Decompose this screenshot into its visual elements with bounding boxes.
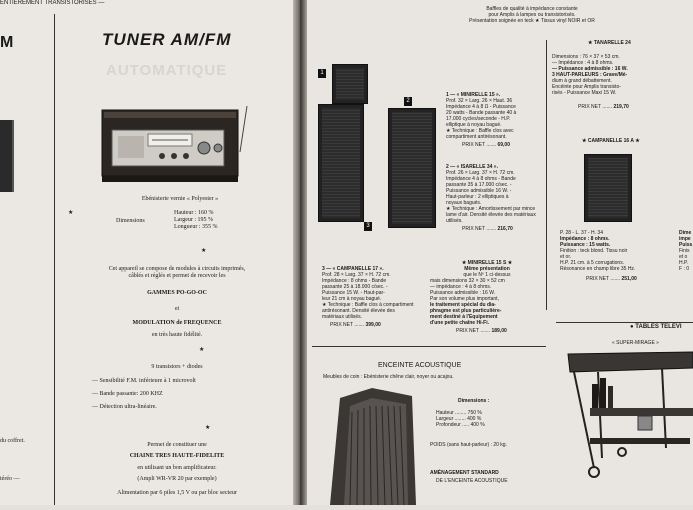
intro-line-2: câblés et réglés et permet de recevoir les xyxy=(128,273,226,279)
fidelity-text: en très haute fidélité. xyxy=(151,332,203,338)
speaker-minirelle-image xyxy=(332,64,368,104)
campanelle-17-tech: ★ Technique : Baffle clos à compartiment antirésonant. Densité élevée des matériaux utilisés. xyxy=(322,302,414,320)
intro-paragraph xyxy=(62,266,292,280)
tanarelle-line: Encéinte pour Amplis transisto- xyxy=(552,84,621,90)
enceinte-width: Largeur ........ 400 % xyxy=(436,416,482,422)
minirelle-15s-line: Puissance admissible : 16 W. xyxy=(430,290,496,296)
isarelle-34-line: noyaux bagués. xyxy=(446,200,482,206)
minirelle-15s-line: ment destiné à l'Equipement xyxy=(430,314,498,320)
isarelle-34-line: Impédance 4 à 8 ohms - Bande xyxy=(446,176,516,182)
utilisant-text: en utilisant un bon amplificateur. xyxy=(137,465,217,471)
minirelle-15-line: Impédance 4 à 8 Ω - Puissance xyxy=(446,104,516,110)
minirelle-15-line: 17.000 cycles/seconde - H.P. xyxy=(446,116,511,122)
minirelle-15-line: 20 watts - Bande passante 40 à xyxy=(446,110,517,116)
speaker-campanelle-image xyxy=(318,104,364,222)
isarelle-34-tech: ★ Technique : Amortissement par mince lame d'air. Densité élevée des matériaux utilisés. xyxy=(446,206,536,224)
minirelle-15-block: 1 — « MINIRELLE 15 ». Prof. 32 × Larg. 26 × Haut. 36 Impédance 4 à 8 Ω - Puissance 20 watts - Bande passante 40 à 17.000 cycles/seconde - H.P. elliptique à noyau bagué. ★ Technique : Baffle clos avec compartiment antirésonant. PRIX NET ....... 69,00 xyxy=(446,92,542,148)
minirelle-15s-line: le traitement spécial du dia- xyxy=(430,302,496,308)
edge-right-line: Puiss xyxy=(679,242,693,248)
marker-1: 1 xyxy=(318,69,326,78)
campanelle-16-line: et or. xyxy=(560,254,572,260)
dimensions-label: Dimensions xyxy=(116,218,145,224)
marker-3: 3 xyxy=(364,222,372,231)
chaine-text: CHAINE TRES HAUTE-FIDELITE xyxy=(129,453,225,459)
gammes-text: GAMMES PO-GO-OC xyxy=(147,290,207,296)
minirelle-15-line: elliptique à noyau bagué. xyxy=(446,122,502,128)
cabinet-text: Ebénisterie vernie « Polyester » xyxy=(141,196,219,202)
edge-right-line: impe xyxy=(679,236,691,242)
transistors-text: 9 transistors + diodes xyxy=(151,364,203,370)
campanelle-16-line: Impédance : 8 ohms. xyxy=(560,236,610,242)
minirelle-15-price: 69,00 xyxy=(497,142,510,148)
amenagement-title: AMÉNAGEMENT STANDARD xyxy=(430,470,499,476)
campanelle-17-line: Puissance 15 W. - Haut-par- xyxy=(322,290,385,296)
tanarelle-line: — Puissance admissible : 16 W. xyxy=(552,66,628,72)
edge-right-line: F : 0 xyxy=(679,266,690,272)
isarelle-34-price: 216,70 xyxy=(497,226,513,232)
isarelle-34-block: 2 — « ISARELLE 34 ». Prof. 26 × Larg. 37 × H. 72 cm. Impédance 4 à 8 ohms - Bande passante 35 à 17.000 c/sec. - Puissance admissible 16 W. - Haut-parleur : 2 elliptiques à noyaux bagués. ★ Technique : Amortissement par mince lame d'air. Densité élevée des matériaux utilisés. PRIX NET ....... 216,70 xyxy=(446,164,542,232)
campanelle-17-line: leur 21 cm à noyau bagué. xyxy=(322,296,382,302)
isarelle-34-line: Haut-parleur : 2 elliptiques à xyxy=(446,194,509,200)
enceinte-title: ENCEINTE ACOUSTIQUE xyxy=(378,362,462,369)
star-bullet: ★ xyxy=(68,210,74,216)
section-rule xyxy=(312,346,546,347)
isarelle-34-line: Prof. 26 × Larg. 37 × H. 72 cm. xyxy=(446,170,515,176)
edge-right-line: Dime xyxy=(679,230,692,236)
speaker-campanelle-16-image xyxy=(584,154,632,222)
price-label: PRIX NET xyxy=(462,142,485,148)
campanelle-17-price: 399,00 xyxy=(365,322,381,328)
price-label: PRIX NET xyxy=(330,322,353,328)
campanelle-16-block: P. 28 - L. 37 - H. 34 Impédance : 8 ohms. Puissance : 15 watts. Finition : teck blond. Tissu noir et or. H.P. 21 cm. à 5 corrugations. Résonance en champ libre 35 Hz. PRIX NET ....... 251,00 xyxy=(560,230,672,282)
minirelle-15-line: Prof. 32 × Larg. 26 × Haut. 36 xyxy=(446,98,513,104)
intro-line-c: Présentation soignée en teck ★ Tissus vinyl NOIR et OR xyxy=(469,18,595,24)
spec-bandwidth: — Bande passante: 200 KHZ xyxy=(92,391,163,397)
campanelle-16-price: 251,00 xyxy=(621,276,637,282)
minirelle-15s-line: — impédance : 4 à 8 ohms. xyxy=(430,284,492,290)
tanarelle-line: 3 HAUT-PARLEURS : Grave/Mé- xyxy=(552,72,628,78)
dimension-height: Hauteur : 160 % xyxy=(174,210,214,216)
campanelle-16-line: Puissance : 15 watts. xyxy=(560,242,611,248)
right-column-divider xyxy=(546,40,547,310)
intro-line-a: Baffles de qualité à impédance constante xyxy=(486,6,578,12)
campanelle-17-line: passante 25 à 18.000 c/sec. - xyxy=(322,284,388,290)
minirelle-15-tech: ★ Technique : Baffle clos avec compartiment antirésonant. xyxy=(446,128,514,140)
campanelle-16-line: P. 28 - L. 37 - H. 34 xyxy=(560,230,603,236)
campanelle-17-title: 3 — « CAMPANELLE 17 ». xyxy=(322,266,384,272)
price-label: PRIX NET xyxy=(456,328,479,334)
speaker-isarelle-image xyxy=(388,108,436,228)
minirelle-15s-line: Par son volume plus important, xyxy=(430,296,499,302)
corner-speaker-image xyxy=(326,388,418,505)
star-divider-2: ★ xyxy=(199,347,205,353)
tanarelle-price: 219,70 xyxy=(613,104,629,110)
minirelle-15s-price: 189,00 xyxy=(491,328,507,334)
enceinte-dims xyxy=(436,410,485,428)
book-spine xyxy=(293,0,307,505)
edge-text-stereo: téréo — xyxy=(0,476,20,482)
ghost-title: AUTOMATIQUE xyxy=(106,62,228,79)
star-divider: ★ xyxy=(201,248,207,254)
edge-right-line: Finis xyxy=(679,248,690,254)
tables-title-text: TABLES TELEVI xyxy=(635,324,682,330)
dimensions-list xyxy=(174,210,218,231)
minirelle-15s-line: phragme est plus particulière- xyxy=(430,308,502,314)
intro-line-1: Cet appareil se compose de modules à circuits imprimés, xyxy=(108,266,246,272)
specs-list xyxy=(92,378,196,411)
tanarelle-line: dium à grand débattement. xyxy=(552,78,612,84)
tanarelle-block: ★ TANARELLE 24 Dimensions : 76 × 37 × 53 cm. — Impédance : 4 à 8 ohms. — Puissance admissible : 16 W. 3 HAUT-PARLEURS : Grave/Mé- dium à grand débattement. Encéinte pour Amplis transisto- risés - Puissance Maxi 15 W. PRIX NET ....... 219,70 xyxy=(552,40,670,110)
tuner-image xyxy=(100,106,250,188)
edge-text-coffret: du coffret. xyxy=(0,438,25,444)
intro-line-b: pour Amplis à lampes ou transistorisés. xyxy=(488,12,576,18)
tanarelle-line: Dimensions : 76 × 37 × 53 cm. xyxy=(552,54,620,60)
star-divider-3: ★ xyxy=(205,425,211,431)
modulation-text: MODULATION de FREQUENCE xyxy=(132,320,222,326)
alimentation-text: Alimentation par 6 piles 1,5 V ou par bloc secteur xyxy=(117,490,237,496)
campanelle-17-line: Impédance : 8 ohms - Bande xyxy=(322,278,387,284)
isarelle-34-line: passante 35 à 17.000 c/sec. - xyxy=(446,182,512,188)
partial-radio-image xyxy=(0,120,14,192)
column-divider xyxy=(54,14,55,505)
ampli-text: (Ampli WR-VR 20 par exemple) xyxy=(137,476,217,482)
minirelle-15s-sub: que le Nº 1 ci-dessus xyxy=(463,272,511,278)
et-text: et xyxy=(174,306,180,312)
edge-right-column xyxy=(679,230,693,272)
tv-table-image xyxy=(562,348,693,488)
left-header: ENTIEREMENT TRANSISTORISES — xyxy=(0,0,105,6)
tanarelle-title: ★ TANARELLE 24 xyxy=(588,40,631,46)
minirelle-15-title: 1 — « MINIRELLE 15 ». xyxy=(446,92,501,98)
minirelle-15s-block: ★ MINIRELLE 15 S ★ Même présentation que le Nº 1 ci-dessus mais dimensions 32 × 30 × 52 cm — impédance : 4 à 8 ohms. Puissance admissible : 16 W. Par son volume plus important, le traitement spécial du dia- phragme est plus particulière- ment destiné à l'Equipement d'une petite chaîne Hi-Fi. PRIX NET ....... 189,00 xyxy=(430,260,544,334)
campanelle-16-line: Finition : teck blond. Tissu noir xyxy=(560,248,628,254)
edge-right-line: H.P. xyxy=(679,260,689,266)
minirelle-15s-title: ★ MINIRELLE 15 S ★ xyxy=(461,260,513,266)
price-label: PRIX NET xyxy=(462,226,485,232)
price-label: PRIX NET xyxy=(578,104,601,110)
edge-letter: M xyxy=(0,34,14,51)
tables-rule xyxy=(556,322,693,323)
minirelle-15s-line: mais dimensions 32 × 30 × 52 cm xyxy=(430,278,505,284)
dimension-width: Largeur : 195 % xyxy=(174,217,214,223)
product-title: TUNER AM/FM xyxy=(102,30,232,49)
tanarelle-line: risés - Puissance Maxi 15 W. xyxy=(552,90,617,96)
spec-detection: — Détection ultra-linéaire. xyxy=(92,404,157,410)
campanelle-16-line: Résonance en champ libre 35 Hz. xyxy=(560,266,636,272)
enceinte-dim-title: Dimensions : xyxy=(458,398,490,404)
spec-sensitivity: — Sensibilité F.M. inférieure à 1 microvolt xyxy=(92,378,196,384)
enceinte-poids: POIDS (sans haut-parleur) : 20 kg. xyxy=(430,442,507,448)
tables-title: ● TABLES TELEVI xyxy=(630,324,682,330)
permet-text: Permet de constituer une xyxy=(147,442,207,448)
campanelle-17-line: Prof. 28 × Larg. 37 × H. 72 cm. xyxy=(322,272,391,278)
price-label: PRIX NET xyxy=(586,276,609,282)
campanelle-16-line: H.P. 21 cm. à 5 corrugations. xyxy=(560,260,625,266)
right-intro xyxy=(452,6,612,24)
enceinte-meubles: Meubles de coin : Ebénisterie chêne clair, noyer ou acajou. xyxy=(323,374,454,380)
isarelle-34-line: Puissance admissible 16 W. - xyxy=(446,188,512,194)
enceinte-height: Hauteur ........ 750 % xyxy=(436,410,482,416)
minirelle-15s-sub: Même présentation xyxy=(464,266,510,272)
enceinte-depth: Profondeur ..... 400 % xyxy=(436,422,485,428)
isarelle-34-title: 2 — « ISARELLE 34 ». xyxy=(446,164,498,170)
tanarelle-line: — Impédance : 4 à 8 ohms. xyxy=(552,60,614,66)
campanelle-17-block: 3 — « CAMPANELLE 17 ». Prof. 28 × Larg. 37 × H. 72 cm. Impédance : 8 ohms - Bande passante 25 à 18.000 c/sec. - Puissance 15 W. - Haut-par- leur 21 cm à noyau bagué. ★ Technique : Baffle clos à compartiment antirésonant. Densité élevée des matériaux utilisés. PRIX NET ....... 399,00 xyxy=(322,266,418,328)
super-mirage-label: « SUPER-MIRAGE » xyxy=(612,340,659,346)
edge-right-line: et o xyxy=(679,254,688,260)
marker-2: 2 xyxy=(404,97,412,106)
amenagement-sub: DE L'ENCEINTE ACOUSTIQUE xyxy=(436,478,508,484)
dimension-length: Longueur : 355 % xyxy=(174,224,218,230)
campanelle-16-title: ★ CAMPANELLE 16 A ★ xyxy=(582,138,640,144)
minirelle-15s-line: d'une petite chaîne Hi-Fi. xyxy=(430,320,489,326)
